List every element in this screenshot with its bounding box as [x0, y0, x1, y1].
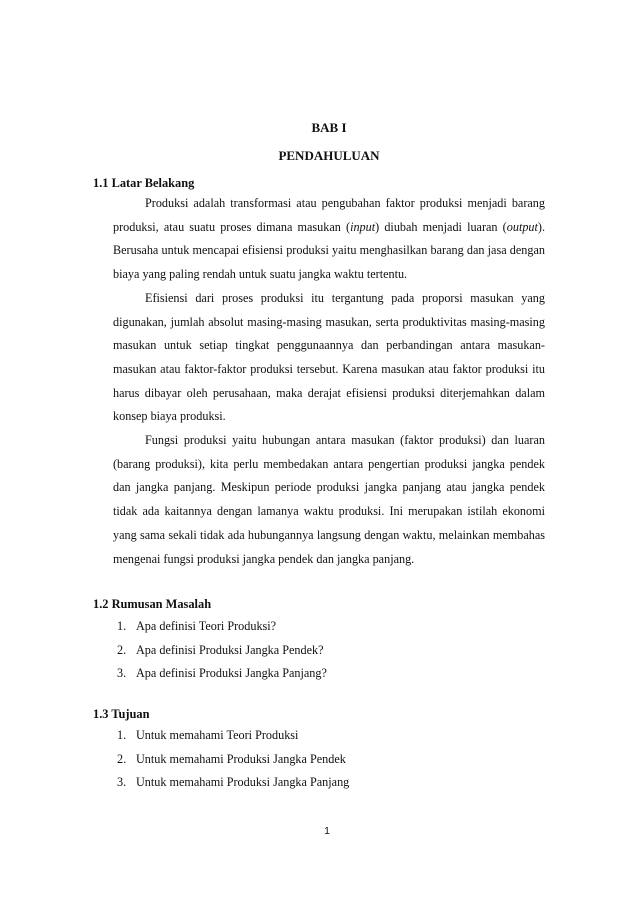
- paragraph-text: ) diubah menjadi luaran (: [375, 219, 507, 234]
- chapter-number: BAB I: [311, 120, 347, 135]
- list-item: [117, 639, 327, 663]
- list-text: Apa definisi Teori Produksi?: [136, 619, 277, 633]
- page-number: 1: [324, 825, 330, 837]
- list-item: [117, 724, 349, 748]
- list-item: [117, 771, 349, 795]
- list-text: Untuk memahami Produksi Jangka Panjang: [136, 775, 350, 790]
- list-item: [117, 748, 349, 772]
- paragraph-text: ). Berusaha untuk mencapai efisiensi produksi yaitu menghasilkan barang dan jasa dengan biaya yang paling rendah untuk suatu jangka waktu tertentu.: [113, 219, 546, 282]
- background-paragraph-3: Fungsi produksi yaitu hubungan antara masukan (faktor produksi) dan luaran (barang produksi), kita perlu membedakan antara pengertian produksi jangka pendek dan jangka panjang. Meskipun periode produksi jangka panjang atau jangka pendek tidak ada kaitannya dengan lamanya waktu produksi. Ini merupakan istilah ekonomi yang sama sekali tidak ada hubungannya langsung dengan waktu, melainkan membahas mengenai fungsi produksi jangka pendek dan jangka panjang.: [113, 433, 545, 566]
- problem-list: [117, 615, 327, 686]
- paragraph-text: Produksi adalah transformasi atau pengubahan faktor produksi menjadi barang produksi, atau suatu proses dimana masukan (: [113, 196, 545, 234]
- list-text: Untuk memahami Teori Produksi: [136, 728, 299, 742]
- background-paragraph-2: Efisiensi dari proses produksi itu tergantung pada proporsi masukan yang digunakan, jumlah absolut masing-masing masukan, serta produktivitas masing-masing masukan untuk setiap tingkat penggunaannya dan perbandingan antara masukan-masukan atau faktor-faktor produksi tersebut. Karena masukan atau faktor produksi itu harus dibayar oleh perusahaan, maka derajat efisiensi produksi diterjemahkan dalam konsep biaya produksi.: [113, 290, 545, 424]
- background-body: [113, 192, 545, 571]
- section-heading-problem: 1.2 Rumusan Masalah: [93, 597, 212, 611]
- background-paragraph-1: [113, 192, 545, 287]
- list-number: 3.: [117, 775, 127, 790]
- list-text: Apa definisi Produksi Jangka Panjang?: [136, 666, 327, 681]
- list-number: 3.: [117, 666, 127, 681]
- list-text: Apa definisi Produksi Jangka Pendek?: [136, 642, 324, 657]
- list-number: 2.: [117, 642, 127, 657]
- list-number: 2.: [117, 751, 127, 766]
- chapter-title: PENDAHULUAN: [278, 148, 380, 163]
- list-text: Untuk memahami Produksi Jangka Pendek: [136, 751, 346, 766]
- term-input: input: [350, 219, 376, 234]
- section-heading-objective: 1.3 Tujuan: [93, 707, 150, 721]
- objective-list: [117, 724, 349, 795]
- list-number: 1.: [117, 619, 127, 633]
- section-heading-background: 1.1 Latar Belakang: [93, 176, 195, 190]
- term-output: output: [506, 219, 538, 234]
- list-item: [117, 662, 327, 686]
- list-item: [117, 615, 327, 639]
- list-number: 1.: [117, 728, 127, 742]
